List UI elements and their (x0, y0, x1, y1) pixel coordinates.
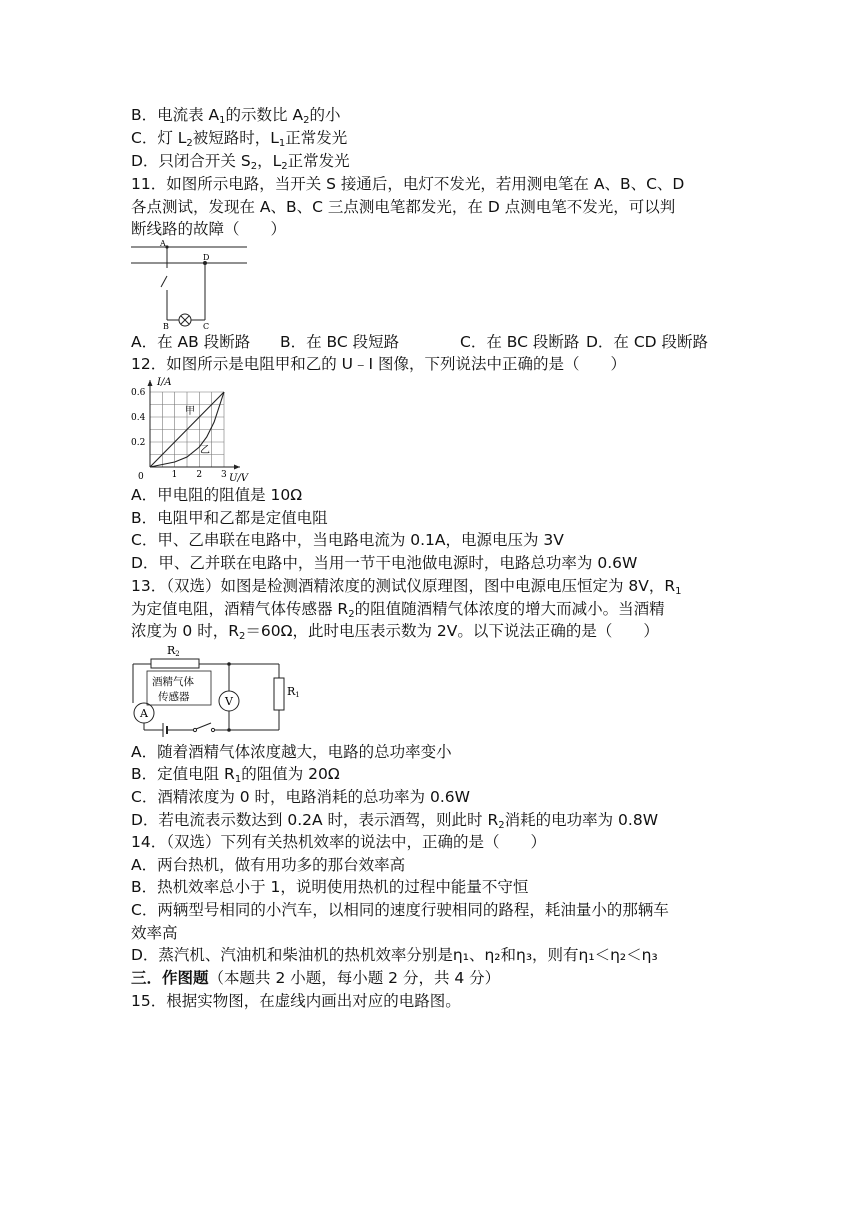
q11-circuit-figure (131, 240, 251, 332)
q11-label-d: D (203, 253, 210, 262)
q13-switch (196, 723, 211, 729)
q11-option-c: C．在 BC 段断路 (460, 333, 580, 351)
q12-option-a: A．甲电阻的阻值是 10Ω (131, 486, 303, 504)
q13-r2-label: R2 (167, 644, 180, 658)
section3-heading (131, 967, 500, 989)
q11-stem-line3: 断线路的故障（ ） (131, 220, 287, 238)
q13-circuit-figure (131, 641, 301, 737)
q13-voltmeter-label: V (225, 695, 233, 708)
q13-r2-resistor (151, 659, 199, 668)
q12-option-b: B．电阻甲和乙都是定值电阻 (131, 509, 328, 527)
q11-options (131, 331, 708, 353)
q12-legend-yi: 乙 (200, 445, 210, 456)
q12-option-c: C．甲、乙串联在电路中，当电路电流为 0.1A，电源电压为 3V (131, 531, 564, 549)
q10-option-b: B．电流表 $A_1$的示数比 $A_2$的小 (131, 106, 341, 126)
q12-stem: 12．如图所示是电阻甲和乙的 U﹣I 图像，下列说法中正确的是（ ） (131, 355, 626, 373)
q13-ammeter-label: A (140, 707, 148, 720)
q14-option-d: D．蒸汽机、汽油机和柴油机的热机效率分别是η₁、η₂和η₃，则有η₁＜η₂＜η₃ (131, 946, 658, 964)
q14-option-b: B．热机效率总小于 1，说明使用热机的过程中能量不守恒 (131, 878, 529, 896)
q11-label-a: A (160, 240, 166, 248)
q13-option-c: C．酒精浓度为 0 时，电路消耗的总功率为 0.6W (131, 788, 470, 806)
q12-option-d: D．甲、乙并联在电路中，当用一节干电池做电源时，电路总功率为 0.6W (131, 554, 638, 572)
q11-option-d: D．在 CD 段断路 (586, 333, 709, 351)
q13-sensor-label-line2: 传感器 (158, 691, 190, 703)
q14-option-a: A．两台热机，做有用功多的那台效率高 (131, 856, 406, 874)
q12-x-tick-label: 1 (171, 470, 178, 480)
q13-option-d: D．若电流表示数达到 0.2A 时，表示酒驾，则此时 $R_2$消耗的电功率为 0.8W (131, 811, 659, 831)
q12-ui-chart (128, 374, 254, 484)
q13-stem-line3: 浓度为 0 时，$R_2=60\Omega$，此时电压表示数为 2V。以下说法正确的是（ ） (131, 622, 659, 642)
q13-r1-resistor (274, 678, 284, 710)
q14-stem: 14．（双选）下列有关热机效率的说法中，正确的是（ ） (131, 833, 546, 851)
q12-y-tick-label: 0.2 (131, 438, 146, 448)
q12-x-tick-label: 2 (196, 470, 203, 480)
q14-option-c-line1: C．两辆型号相同的小汽车，以相同的速度行驶相同的路程，耗油量小的那辆车 (131, 901, 669, 919)
q11-label-c: C (203, 322, 210, 331)
section3-title: 三．作图题 (131, 969, 209, 987)
q11-label-b: B (163, 322, 169, 331)
q12-y-axis-label: I/A (157, 377, 172, 388)
q12-y-tick-label: 0.6 (131, 388, 146, 398)
q11-option-b: B．在 BC 段短路 (280, 333, 400, 351)
q12-x-tick-label: 3 (221, 470, 227, 480)
q10-option-d: D．只闭合开关 $S_2$，$L_2$正常发光 (131, 152, 350, 172)
q11-option-a: A．在 AB 段断路 (131, 333, 251, 351)
q13-r1-label: R1 (287, 685, 300, 699)
q15-stem: 15．根据实物图，在虚线内画出对应的电路图。 (131, 992, 461, 1010)
q13-option-b: B．定值电阻 $R_1$的阻值为 20Ω (131, 765, 340, 785)
q14-option-c-line2: 效率高 (131, 924, 178, 942)
section3-note: （本题共 2 小题，每小题 2 分，共 4 分） (208, 969, 501, 987)
q11-stem-line2: 各点测试，发现在 A、B、C 三点测电笔都发光，在 D 点测电笔不发光，可以判 (131, 198, 676, 216)
q13-sensor-label-line1: 酒精气体 (152, 676, 194, 688)
q12-legend-jia: 甲 (185, 406, 195, 417)
q12-x-tick-label: 0 (138, 472, 144, 482)
q13-stem-line1: 13．（双选）如图是检测酒精浓度的测试仪原理图，图中电源电压恒定为 8V，$R_1$ (131, 577, 682, 597)
q13-stem-line2: 为定值电阻，酒精气体传感器 $R_2$的阻值随酒精气体浓度的增大而减小。当酒精 (131, 600, 665, 620)
q12-x-axis-label: U/V (229, 473, 249, 484)
q10-option-c: C．灯 $L_2$被短路时，$L_1$正常发光 (131, 129, 348, 149)
q12-y-tick-label: 0.4 (131, 413, 146, 423)
q13-option-a: A．随着酒精气体浓度越大，电路的总功率变小 (131, 743, 452, 761)
q11-stem-line1: 11．如图所示电路，当开关 S 接通后，电灯不发光，若用测电笔在 A、B、C、D (131, 175, 685, 193)
